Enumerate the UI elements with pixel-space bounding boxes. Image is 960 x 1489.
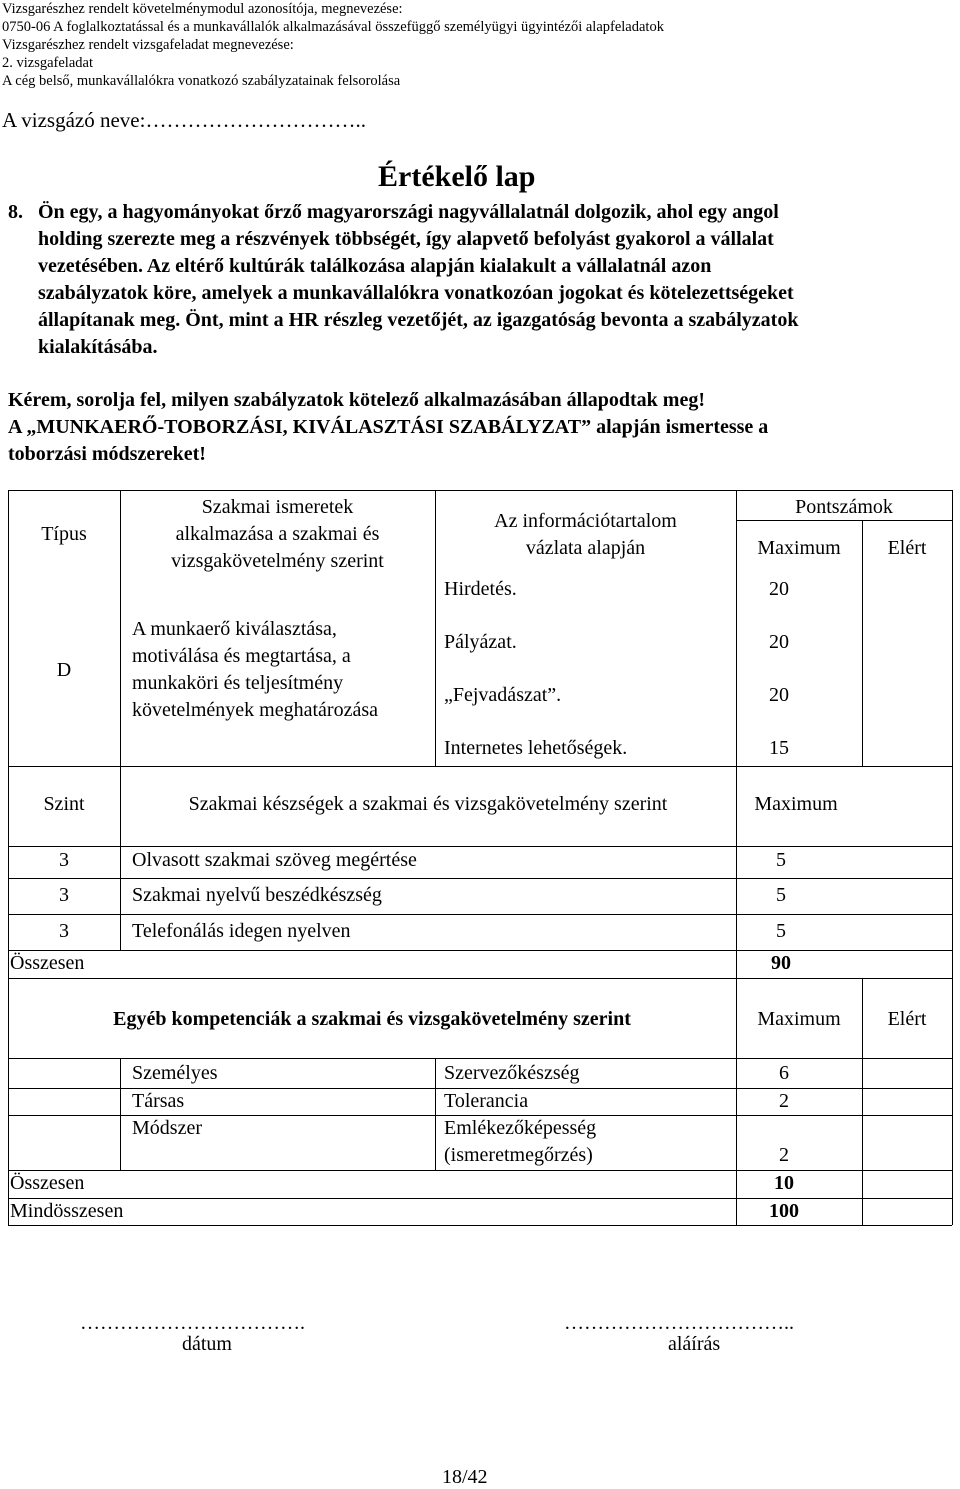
task-line-6: kialakításába. [38,336,158,358]
column-header-type: Típus [41,523,87,545]
header-line-5: A cég belső, munkavállalókra vonatkozó szabályzatainak felsorolása [2,73,401,89]
description-line-2: motiválása és megtartása, a [132,645,351,667]
date-line: ……………………………. [80,1312,305,1334]
task-number: 8. [8,201,23,223]
competence-row-category: Társas [132,1090,185,1112]
column-header-skills: Szakmai készségek a szakmai és vizsgakövetelmény szerint [188,793,668,815]
header-line-3: Vizsgarészhez rendelt vizsgafeladat megnevezése: [2,37,294,53]
task-line-5: állapítanak meg. Önt, mint a HR részleg vezetőjét, az igazgatóság bevonta a szabályzatok [38,309,799,331]
skill-row-max: 5 [776,849,786,871]
column-header-info-2: vázlata alapján [525,537,646,559]
signature-line: …………………………….. [564,1312,794,1334]
competence-row-max: 6 [779,1062,789,1084]
grand-total-label: Mindösszesen [10,1200,124,1222]
column-header-maximum: Maximum [757,1008,841,1030]
description-line-4: követelmények meghatározása [132,699,378,721]
competence-row-name-2: (ismeretmegőrzés) [444,1144,593,1166]
header-line-4: 2. vizsgafeladat [2,55,93,71]
instruction-line-3: toborzási módszereket! [8,443,206,465]
info-row-label: „Fejvadászat”. [444,684,562,706]
task-line-1: Ön egy, a hagyományokat őrző magyarországi nagyvállalatnál dolgozik, ahol egy angol [38,201,779,223]
info-row-label: Internetes lehetőségek. [444,737,628,759]
candidate-name-field: A vizsgázó neve:………………………….. [2,108,366,132]
column-header-achieved: Elért [887,1008,927,1030]
competence-row-name: Emlékezőképesség [444,1117,597,1139]
task-line-4: szabályzatok köre, amelyek a munkavállalókra vonatkozóan jogokat és kötelezettségeket [38,282,794,304]
skill-row-level: 3 [59,849,69,871]
header-line-1: Vizsgarészhez rendelt követelménymodul azonosítója, megnevezése: [2,1,403,17]
competence-row-max: 2 [779,1090,789,1112]
competence-row-name: Tolerancia [444,1090,529,1112]
column-header-points: Pontszámok [795,496,893,518]
competence-row-category: Személyes [132,1062,218,1084]
description-line-3: munkaköri és teljesítmény [132,672,344,694]
column-header-maximum: Maximum [757,537,841,559]
column-header-achieved: Elért [887,537,927,559]
task-line-3: vezetésében. Az eltérő kultúrák találkozása alapján kialakult a vállalatnál azon [38,255,712,277]
task-line-2: holding szerezte meg a részvények többségét, így alapvető befolyást gyakorol a vállalat [38,228,774,250]
competence-row-category: Módszer [132,1117,202,1139]
info-row-max: 20 [769,578,789,600]
date-label: dátum [182,1333,232,1355]
skill-row-name: Olvasott szakmai szöveg megértése [132,849,417,871]
grand-total-value: 100 [769,1200,799,1222]
info-row-max: 20 [769,684,789,706]
column-header-competences: Egyéb kompetenciák a szakmai és vizsgakövetelmény szerint [113,1008,631,1030]
competences-total-value: 10 [774,1172,794,1194]
description-line-1: A munkaerő kiválasztása, [132,618,337,640]
skill-row-max: 5 [776,884,786,906]
info-row-max: 20 [769,631,789,653]
skill-row-level: 3 [59,884,69,906]
instruction-line-1: Kérem, sorolja fel, milyen szabályzatok kötelező alkalmazásában állapodtak meg! [8,389,705,411]
skill-row-name: Telefonálás idegen nyelven [132,920,351,942]
skills-total-label: Összesen [10,952,85,974]
skill-row-name: Szakmai nyelvű beszédkészség [132,884,382,906]
column-header-knowledge-1: Szakmai ismeretek [201,496,354,518]
page-number: 18/42 [442,1466,488,1488]
skill-row-level: 3 [59,920,69,942]
signature-label: aláírás [668,1333,721,1355]
info-row-max: 15 [769,737,789,759]
skill-row-max: 5 [776,920,786,942]
column-header-knowledge-3: vizsgakövetelmény szerint [171,550,384,572]
instruction-line-2: A „MUNKAERŐ-TOBORZÁSI, KIVÁLASZTÁSI SZABÁLYZAT” alapján ismertesse a [8,416,769,438]
column-header-info-1: Az információtartalom [494,510,677,532]
competences-total-label: Összesen [10,1172,85,1194]
skills-total-value: 90 [771,952,791,974]
type-value: D [56,659,72,681]
column-header-level: Szint [43,793,85,815]
info-row-label: Pályázat. [444,631,517,653]
header-line-2: 0750-06 A foglalkoztatással és a munkavállalók alkalmazásával összefüggő személyügyi ügyintézői alapfeladatok [2,19,664,35]
column-header-maximum: Maximum [754,793,838,815]
page-title: Értékelő lap [378,160,536,193]
competence-row-name: Szervezőkészség [444,1062,580,1084]
competence-row-max: 2 [779,1144,789,1166]
info-row-label: Hirdetés. [444,578,517,600]
column-header-knowledge-2: alkalmazása a szakmai és [175,523,380,545]
